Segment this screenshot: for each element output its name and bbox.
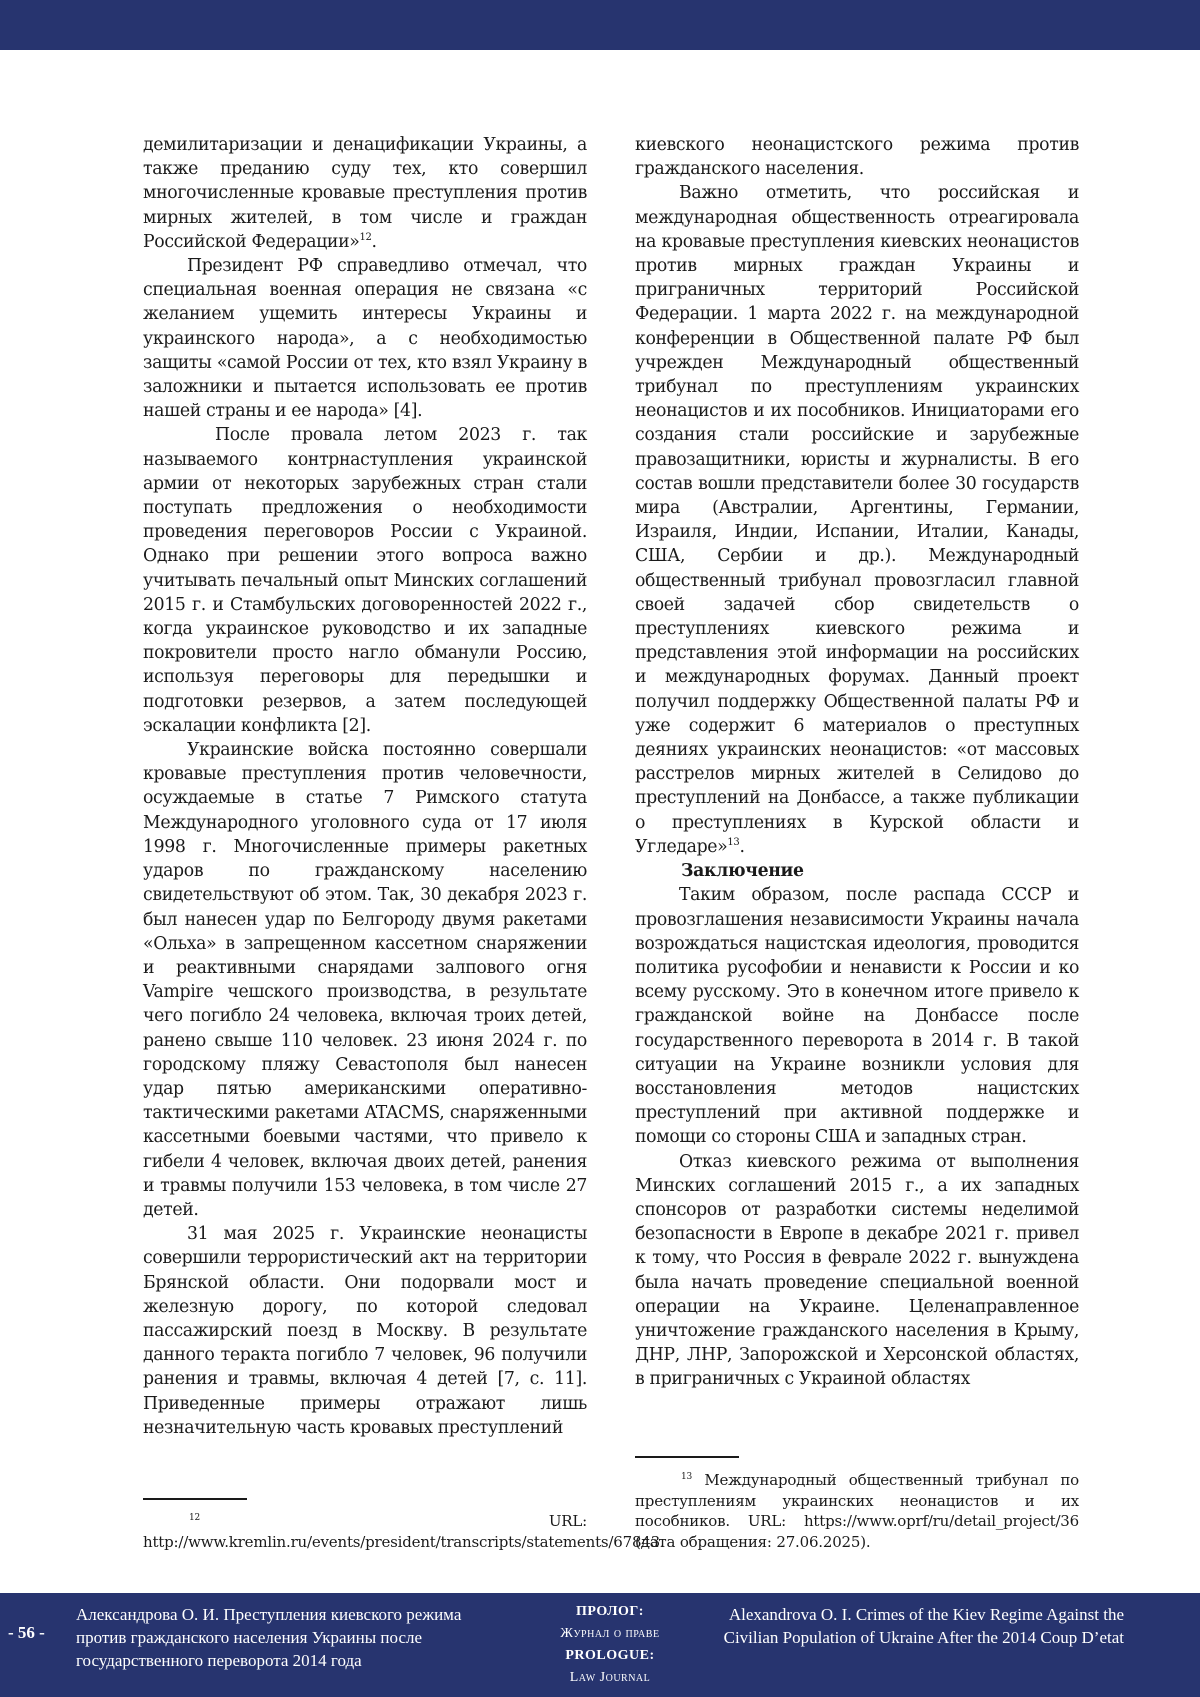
footnote-number: 12 bbox=[189, 1513, 201, 1523]
footnote-text: URL: http://www.kremlin.ru/events/president/transcripts/statements/67843. bbox=[143, 1512, 665, 1551]
paragraph: Таким образом, после распада СССР и провозглашения независимости Украины начала возрождаться нацистская идеология, проводится политика русофобии и ненависти к России и ко всему русскому. Это в конечном итоге привело к гражданской войне на Донбассе после государственного переворота в 2014 г. В такой ситуации на Украине возникли условия для восстановления методов нацистских преступлений при активной поддержке и помощи со стороны США и западных стран. bbox=[635, 885, 1079, 1148]
left-text-column bbox=[143, 133, 587, 1440]
running-title-en: Alexandrova O. I. Crimes of the Kiev Regime Against the Civilian Population of Ukraine After the 2014 Coup D’etat bbox=[723, 1605, 1124, 1647]
paragraph: демилитаризации и денацификации Украины, а также преданию суду тех, кто совершил многочисленные кровавые преступления против мирных жителей, в том числе и граждан Российской Федерации»$^{12}$. bbox=[143, 135, 587, 252]
page-number: - 56 - bbox=[8, 1623, 45, 1642]
journal-subtitle-en: Law Journal bbox=[569, 1670, 651, 1685]
footnote-number: 13 bbox=[681, 1472, 693, 1482]
running-title-ru: Александрова О. И. Преступления киевского режима против гражданского населения Украины после государственного переворота 2014 года bbox=[76, 1605, 462, 1670]
footnote-12 bbox=[143, 1511, 665, 1552]
footnote-ref-12[interactable]: 12 bbox=[359, 232, 372, 244]
journal-subtitle-ru: Журнал о праве bbox=[560, 1626, 660, 1641]
right-text-column bbox=[635, 133, 1079, 1392]
section-heading: Заключение bbox=[681, 861, 804, 882]
footnote-13 bbox=[635, 1470, 1079, 1552]
paragraph: Важно отметить, что российская и международная общественность отреагировала на кровавые преступления киевских неонацистов против мирных граждан Украины и приграничных территорий Российской Федерации. 1 марта 2022 г. на международной конференции в Общественной палате РФ был учрежден Международный общественный трибунал по преступлениям украинских неонацистов и их пособников. Инициаторами его создания стали российские и зарубежные правозащитники, юристы и журналисты. В его состав вошли представители более 30 государств мира (Австралии, Аргентины, Германии, Израиля, Индии, Испании, Италии, Канады, США, Сербии и др.). Международный общественный трибунал провозгласил главной своей задачей сбор свидетельств о преступлениях киевского режима и представления этой информации на российских и международных форумах. Данный проект получил поддержку Общественной палаты РФ и уже содержит 6 материалов о преступных деяниях украинских неонацистов: «от массовых расстрелов мирных жителей в Селидово до преступлений на Донбассе, а также публикации о преступлениях в Курской области и Угледаре»$^{13}$. bbox=[635, 183, 1079, 857]
footer-bar bbox=[0, 1593, 1200, 1697]
journal-name bbox=[526, 1601, 694, 1689]
footnote-ref-13[interactable]: 13 bbox=[727, 837, 740, 849]
header-bar bbox=[0, 0, 1200, 50]
paragraph: После провала летом 2023 г. так называемого контрнаступления украинской армии от некоторых зарубежных стран стали поступать предложения о необходимости проведения переговоров России с Украиной. Однако при решении этого вопроса важно учитывать печальный опыт Минских соглашений 2015 г. и Стамбульских договоренностей 2022 г., когда украинское руководство и их западные покровители просто нагло обманули Россию, используя переговоры для передышки и подготовки резервов, а затем последующей эскалации конфликта [2]. bbox=[143, 425, 587, 736]
paragraph: Президент РФ справедливо отмечал, что специальная военная операция не связана «с желанием ущемить интересы Украины и украинского народа», а с необходимостью защиты «самой России от тех, кто взял Украину в заложники и пытается использовать ее против нашей страны и ее народа» [4]. bbox=[143, 256, 587, 422]
paragraph: Отказ киевского режима от выполнения Минских соглашений 2015 г., а их западных спонсоров от разработки системы неделимой безопасности в Европе в декабре 2021 г. привел к тому, что Россия в феврале 2022 г. вынуждена была начать проведение специальной военной операции на Украине. Целенаправленное уничтожение гражданского населения в Крыму, ДНР, ЛНР, Запорожской и Херсонской областях, в приграничных с Украиной областях bbox=[635, 1151, 1079, 1390]
footnote-divider bbox=[635, 1456, 739, 1458]
paragraph: 31 мая 2025 г. Украинские неонацисты совершили террористический акт на территории Брянской области. Они подорвали мост и железную дорогу, по которой следовал пассажирский поезд в Москву. В результате данного теракта погибло 7 человек, 96 получили ранения и травмы, включая 4 детей [7, с. 11]. Приведенные примеры отражают лишь незначительную часть кровавых преступлений bbox=[143, 1224, 587, 1438]
paragraph: киевского неонацистского режима против гражданского населения. bbox=[635, 135, 1079, 180]
footnote-divider bbox=[143, 1498, 247, 1500]
footnote-text: Международный общественный трибунал по преступлениям украинских неонацистов и их пособников. URL: https://www.oprf/ru/detail_project/36 (дата обращения: 27.06.2025). bbox=[635, 1471, 1079, 1551]
paragraph: Украинские войска постоянно совершали кровавые преступления против человечности, осуждаемые в статье 7 Римского статута Международного уголовного суда от 17 июля 1998 г. Многочисленные примеры ракетных ударов по гражданскому населению свидетельствуют об этом. Так, 30 декабря 2023 г. был нанесен удар по Белгороду двумя ракетами «Ольха» в запрещенном кассетном снаряжении и реактивными снарядами залпового огня Vampire чешского производства, в результате чего погибло 24 человека, включая троих детей, ранено свыше 110 человек. 23 июня 2024 г. по городскому пляжу Севастополя был нанесен удар пятью американскими оперативно-тактическими ракетами ATACMS, снаряженными кассетными боевыми частями, что привело к гибели 4 человек, включая двоих детей, ранения и травмы получили 153 человека, в том числе 27 детей. bbox=[143, 740, 587, 1220]
journal-title-ru: ПРОЛОГ: bbox=[576, 1604, 644, 1619]
journal-title-en: PROLOGUE: bbox=[565, 1648, 655, 1663]
